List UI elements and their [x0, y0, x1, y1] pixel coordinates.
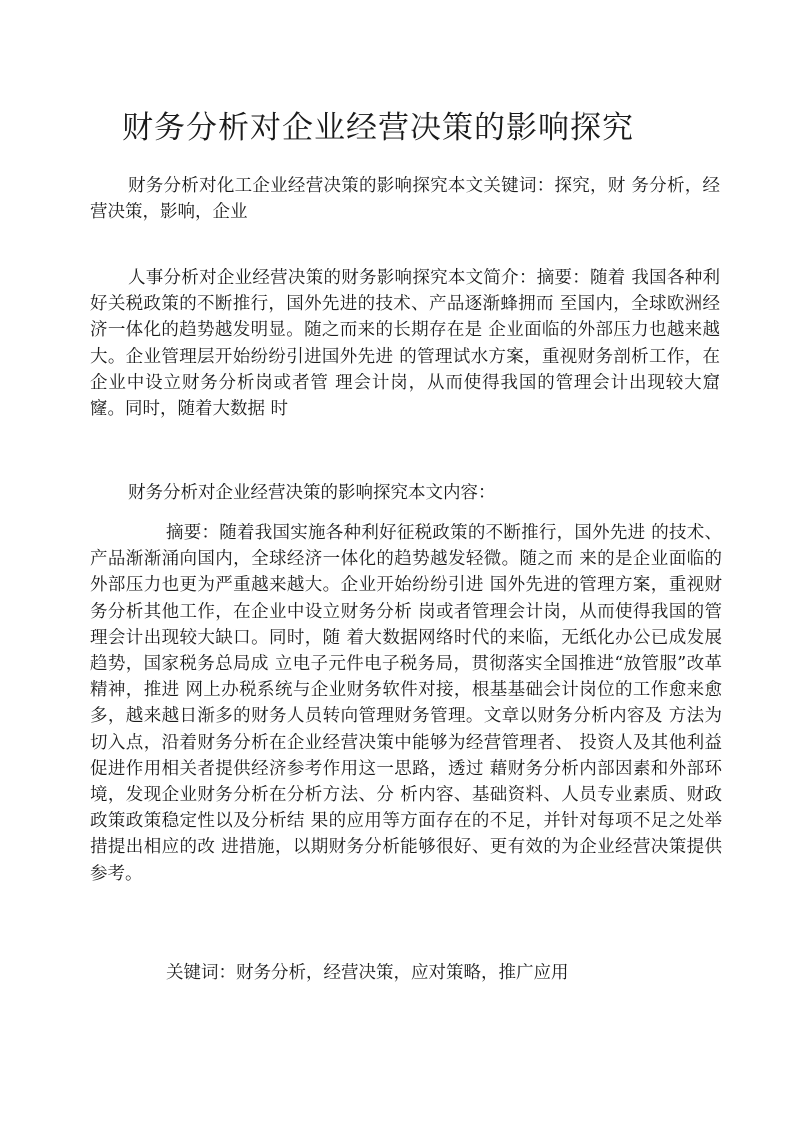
- content-heading-paragraph: 财务分析对企业经营决策的影响探究本文内容：: [128, 483, 496, 503]
- abstract-paragraph: 摘要：随着我国实施各种利好征税政策的不断推行，国外先进 的技术、产品渐渐涌向国内，全球经济一体化的趋势越发轻微。随之而 来的是企业面临的外部压力也更为严重越来越大。企业开始纷纷引进 国外先进的管理方案，重视财务分析其他工作，在企业中设立财务分析 岗或者管理会计岗，从而使得我国的管理会计出现较大缺口。同时，随 着大数据网络时代的来临，无纸化办公已成发展趋势，国家税务总局成 立电子元件电子税务局，贯彻落实全国推进“放管服”改革精神，推进 网上办税系统与企业财务软件对接，根基基础会计岗位的工作愈来愈多，越来越日渐多的财务人员转向管理财务管理。文章以财务分析内容及 方法为切入点，沿着财务分析在企业经营决策中能够为经营管理者、 投资人及其他利益促进作用相关者提供经济参考作用这一思路，透过 藉财务分析内部因素和外部环境，发现企业财务分析在分析方法、分 析内容、基础资料、人员专业素质、财政政策政策稳定性以及分析结 果的应用等方面存在的不足，并针对每项不足之处举措提出相应的改 进措施，以期财务分析能够很好、更有效的为企业经营决策提供参考。: [90, 523, 722, 884]
- summary-paragraph: 人事分析对企业经营决策的财务影响探究本文简介：摘要：随着 我国各种利好关税政策的不断推行，国外先进的技术、产品逐渐蜂拥而 至国内，全球欧洲经济一体化的趋势越发明显。随之而来的长期存在是 企业面临的外部压力也越来越大。企业管理层开始纷纷引进国外先进 的管理试水方案，重视财务剖析工作，在企业中设立财务分析岗或者管 理会计岗，从而使得我国的管理会计出现较大窟窿。同时，随着大数据 时: [90, 268, 720, 420]
- document-title: 财务分析对企业经营决策的影响探究: [122, 110, 634, 146]
- keywords-intro-paragraph: 财务分析对化工企业经营决策的影响探究本文关键词：探究，财 务分析，经营决策，影响，企业: [90, 176, 720, 223]
- keywords-paragraph: 关键词：财务分析，经营决策，应对策略，推广应用: [166, 963, 569, 983]
